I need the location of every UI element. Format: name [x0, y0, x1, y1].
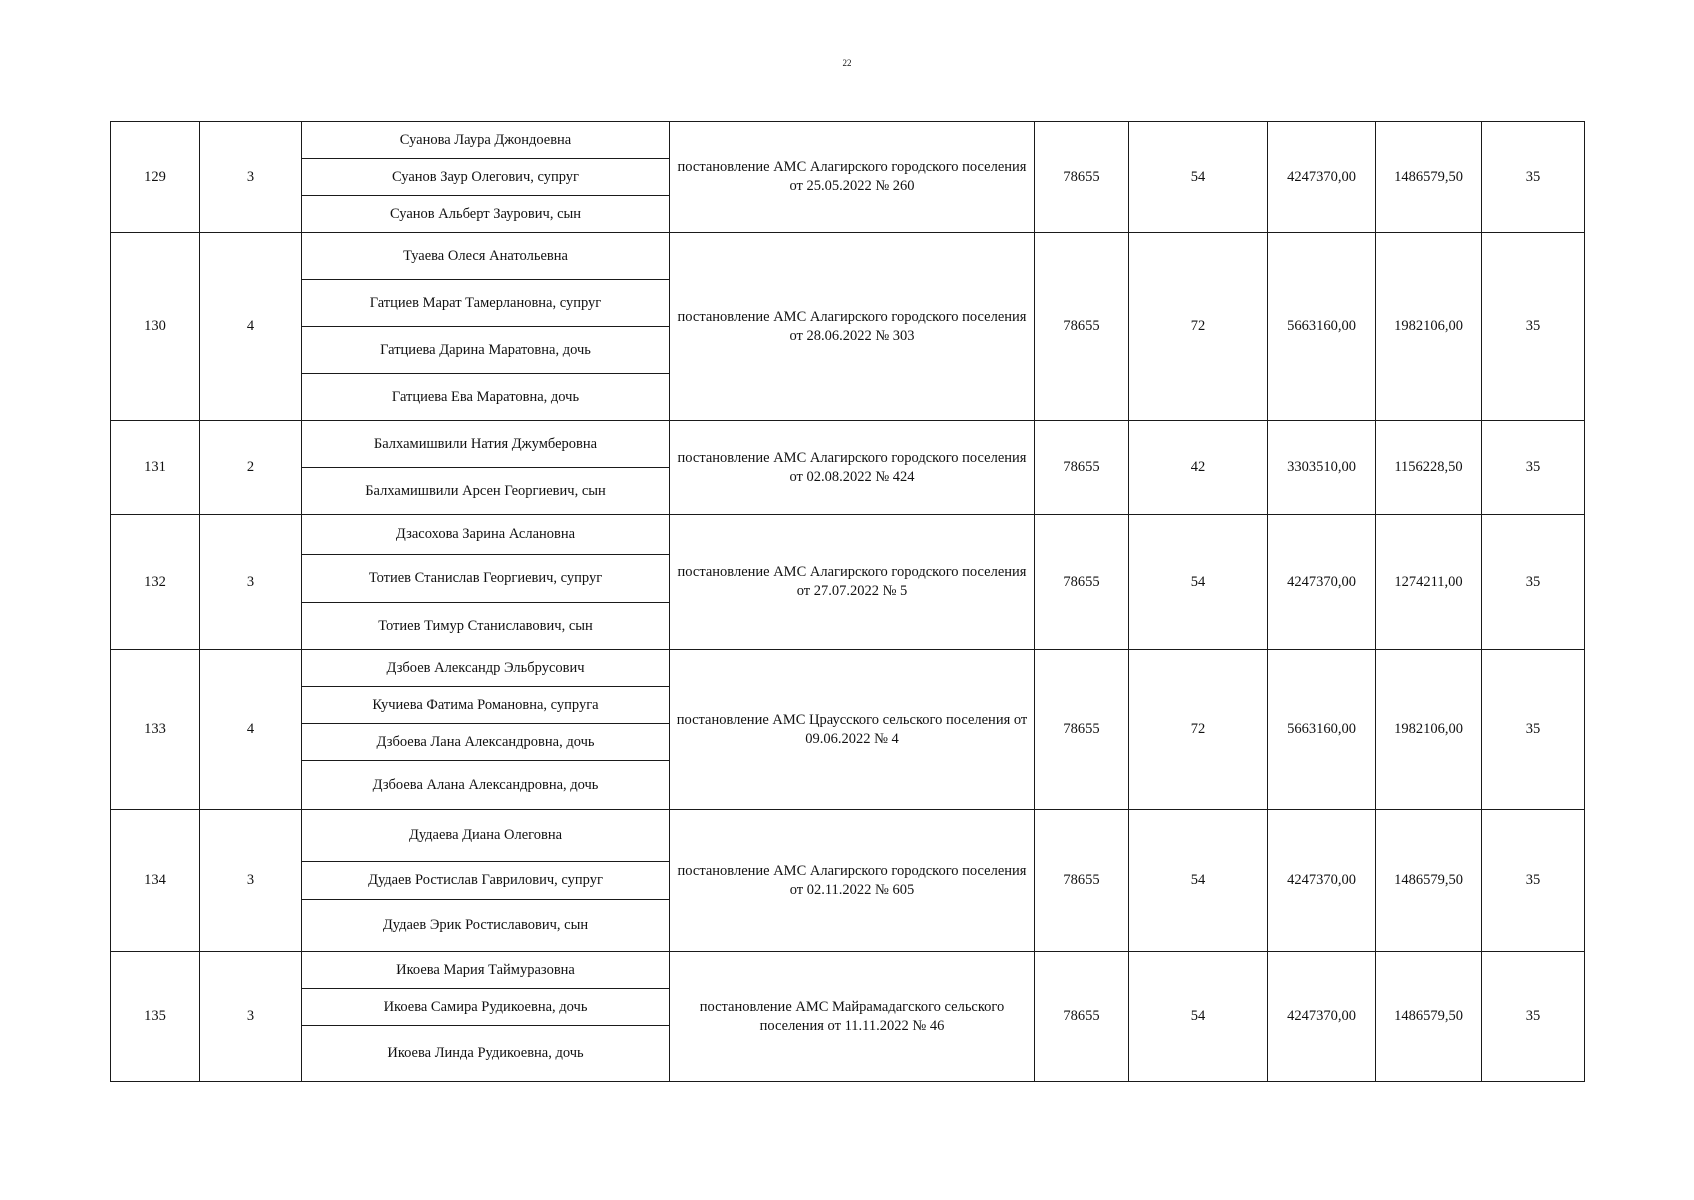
percent-cell: 35 — [1482, 122, 1585, 233]
family-member-cell: Суанов Заур Олегович, супруг — [302, 159, 670, 196]
total-cost-cell: 4247370,00 — [1268, 122, 1376, 233]
decree-cell: постановление АМС Майрамадагского сельского поселения от 11.11.2022 № 46 — [670, 952, 1035, 1082]
family-member-cell: Дзасохова Зарина Аслановна — [302, 515, 670, 555]
family-size-cell: 3 — [200, 122, 302, 233]
family-size-cell: 3 — [200, 810, 302, 952]
total-cost-cell: 4247370,00 — [1268, 810, 1376, 952]
subsidy-cell: 1156228,50 — [1376, 421, 1482, 515]
subsidy-cell: 1486579,50 — [1376, 952, 1482, 1082]
family-member-cell: Икоева Самира Рудикоевна, дочь — [302, 989, 670, 1026]
family-size-cell: 4 — [200, 650, 302, 810]
percent-cell: 35 — [1482, 650, 1585, 810]
table-row — [111, 122, 1585, 159]
norm-cell: 78655 — [1035, 122, 1129, 233]
subsidy-cell: 1486579,50 — [1376, 810, 1482, 952]
total-cost-cell: 4247370,00 — [1268, 952, 1376, 1082]
family-member-cell: Дзбоева Алана Александровна, дочь — [302, 761, 670, 810]
subsidy-cell: 1274211,00 — [1376, 515, 1482, 650]
area-cell: 72 — [1129, 650, 1268, 810]
table-row — [111, 421, 1585, 468]
subsidy-cell: 1486579,50 — [1376, 122, 1482, 233]
decree-cell: постановление АМС Алагирского городского поселения от 02.08.2022 № 424 — [670, 421, 1035, 515]
family-member-cell: Дудаев Эрик Ростиславович, сын — [302, 900, 670, 952]
family-member-cell: Гатциев Марат Тамерлановна, супруг — [302, 280, 670, 327]
row-number-cell: 129 — [111, 122, 200, 233]
row-number-cell: 133 — [111, 650, 200, 810]
decree-cell: постановление АМС Цраусского сельского поселения от 09.06.2022 № 4 — [670, 650, 1035, 810]
decree-cell: постановление АМС Алагирского городского поселения от 02.11.2022 № 605 — [670, 810, 1035, 952]
percent-cell: 35 — [1482, 421, 1585, 515]
subsidy-cell: 1982106,00 — [1376, 650, 1482, 810]
family-member-cell: Тотиев Станислав Георгиевич, супруг — [302, 555, 670, 603]
family-member-cell: Гатциева Дарина Маратовна, дочь — [302, 327, 670, 374]
total-cost-cell: 4247370,00 — [1268, 515, 1376, 650]
family-member-cell: Тотиев Тимур Станиславович, сын — [302, 603, 670, 650]
percent-cell: 35 — [1482, 810, 1585, 952]
total-cost-cell: 5663160,00 — [1268, 233, 1376, 421]
area-cell: 54 — [1129, 952, 1268, 1082]
family-member-cell: Дудаева Диана Олеговна — [302, 810, 670, 862]
row-number-cell: 132 — [111, 515, 200, 650]
table-row — [111, 810, 1585, 862]
family-member-cell: Дудаев Ростислав Гаврилович, супруг — [302, 862, 670, 900]
norm-cell: 78655 — [1035, 421, 1129, 515]
subsidy-cell: 1982106,00 — [1376, 233, 1482, 421]
family-size-cell: 3 — [200, 952, 302, 1082]
table-row — [111, 952, 1585, 989]
table-row — [111, 650, 1585, 687]
decree-cell: постановление АМС Алагирского городского поселения от 28.06.2022 № 303 — [670, 233, 1035, 421]
row-number-cell: 135 — [111, 952, 200, 1082]
family-member-cell: Балхамишвили Натия Джумберовна — [302, 421, 670, 468]
registry-table — [110, 121, 1585, 1082]
percent-cell: 35 — [1482, 233, 1585, 421]
area-cell: 54 — [1129, 515, 1268, 650]
area-cell: 42 — [1129, 421, 1268, 515]
table-row — [111, 515, 1585, 555]
family-member-cell: Дзбоева Лана Александровна, дочь — [302, 724, 670, 761]
family-member-cell: Икоева Линда Рудикоевна, дочь — [302, 1026, 670, 1082]
percent-cell: 35 — [1482, 515, 1585, 650]
norm-cell: 78655 — [1035, 810, 1129, 952]
norm-cell: 78655 — [1035, 233, 1129, 421]
family-member-cell: Туаева Олеся Анатольевна — [302, 233, 670, 280]
area-cell: 54 — [1129, 810, 1268, 952]
decree-cell: постановление АМС Алагирского городского поселения от 25.05.2022 № 260 — [670, 122, 1035, 233]
norm-cell: 78655 — [1035, 650, 1129, 810]
family-member-cell: Икоева Мария Таймуразовна — [302, 952, 670, 989]
family-member-cell: Кучиева Фатима Романовна, супруга — [302, 687, 670, 724]
table-row — [111, 233, 1585, 280]
family-member-cell: Балхамишвили Арсен Георгиевич, сын — [302, 468, 670, 515]
total-cost-cell: 3303510,00 — [1268, 421, 1376, 515]
family-size-cell: 2 — [200, 421, 302, 515]
family-size-cell: 4 — [200, 233, 302, 421]
family-member-cell: Суанов Альберт Заурович, сын — [302, 196, 670, 233]
percent-cell: 35 — [1482, 952, 1585, 1082]
decree-cell: постановление АМС Алагирского городского поселения от 27.07.2022 № 5 — [670, 515, 1035, 650]
page-number: 22 — [842, 58, 852, 68]
family-member-cell: Дзбоев Александр Эльбрусович — [302, 650, 670, 687]
area-cell: 72 — [1129, 233, 1268, 421]
area-cell: 54 — [1129, 122, 1268, 233]
row-number-cell: 131 — [111, 421, 200, 515]
family-member-cell: Суанова Лаура Джондоевна — [302, 122, 670, 159]
total-cost-cell: 5663160,00 — [1268, 650, 1376, 810]
norm-cell: 78655 — [1035, 515, 1129, 650]
row-number-cell: 134 — [111, 810, 200, 952]
row-number-cell: 130 — [111, 233, 200, 421]
family-size-cell: 3 — [200, 515, 302, 650]
norm-cell: 78655 — [1035, 952, 1129, 1082]
family-member-cell: Гатциева Ева Маратовна, дочь — [302, 374, 670, 421]
